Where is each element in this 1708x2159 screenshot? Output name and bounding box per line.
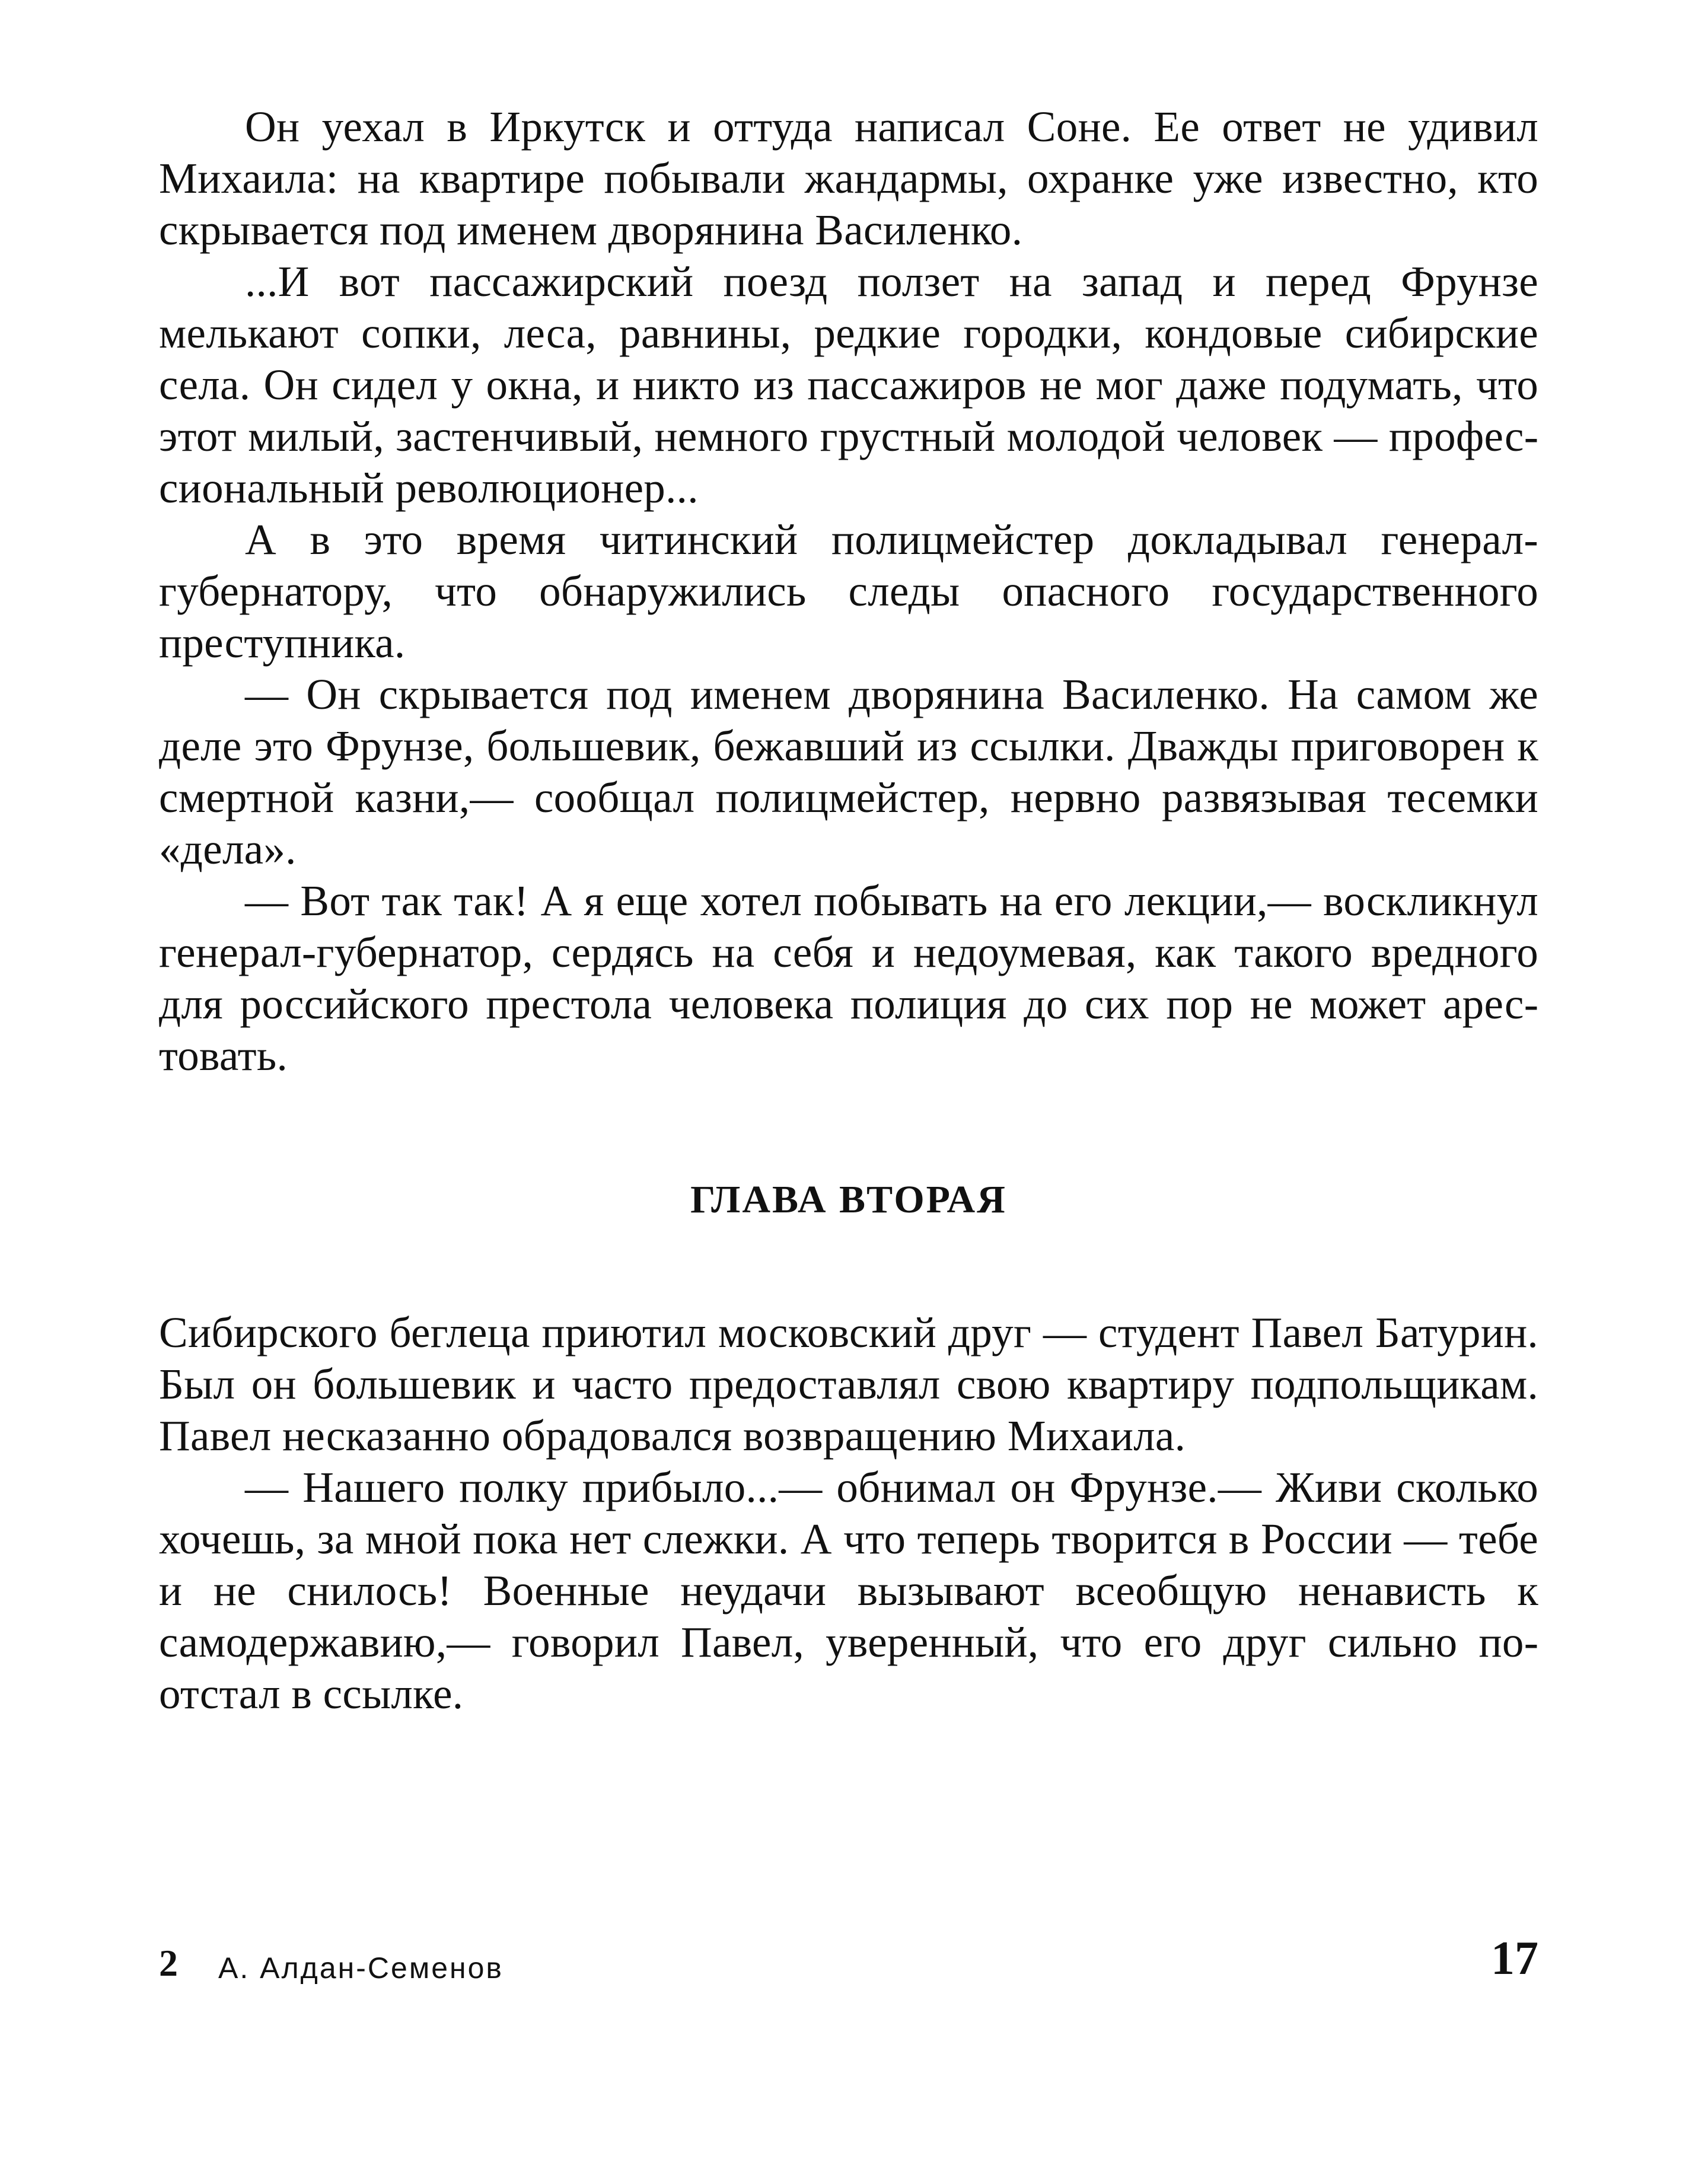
signature-mark: 2 [159,1942,178,1984]
book-page [159,101,1538,1719]
paragraph: ...И вот пассажирский поезд ползет на запад и перед Фрунзе мелькают сопки, леса, равнины, редкие городки, кондовые сибирские села. Он сидел у окна, и никто из пассажиров не мог даже подумать, что этот милый, застенчивый, немного грустный молодой человек — профессиональный революционер... [159,257,1538,512]
paragraph: Он уехал в Иркутск и оттуда написал Соне. Ее ответ не удивил Михаила: на квартире побывали жандармы, охранке уже известно, кто скрывается под именем дворянина Василенко. [159,103,1538,254]
page-footer [159,1932,1538,1990]
page-number: 17 [1491,1932,1538,1985]
paragraph: А в это время читинский полицмейстер докладывал генерал-губернатору, что обнаружились следы опасного государственного преступника. [159,515,1538,667]
author-name: А. Алдан-Семенов [218,1951,504,1985]
text-section-chapter-one-end [159,101,1538,1081]
paragraph: Сибирского беглеца приютил московский друг — студент Павел Батурин. Был он большевик и часто предоставлял свою квартиру подпольщикам. Павел несказанно обрадовался возвращению Михаила. [159,1308,1538,1460]
paragraph: — Вот так так! А я еще хотел побывать на его лекции,— воскликнул генерал-губернатор, сердясь на себя и недоумевая, как такого вредного для российского престола человека полиция до сих пор не может арестовать. [159,877,1538,1080]
paragraph: — Нашего полку прибыло...— обнимал он Фрунзе.— Живи сколько хочешь, за мной пока нет слежки. А что теперь творится в России — тебе и не снилось! Военные неудачи вызывают всеобщую ненависть к самодержавию,— говорил Павел, уверенный, что его друг сильно поотстал в ссылке. [159,1463,1538,1718]
text-section-chapter-two [159,1307,1538,1719]
chapter-heading: ГЛАВА ВТОРАЯ [690,1178,1007,1221]
paragraph: — Он скрывается под именем дворянина Василенко. На самом же деле это Фрунзе, большевик, бежавший из ссылки. Дважды приговорен к смертной казни,— сообщал полицмейстер, нервно развязывая тесемки «дела». [159,670,1538,873]
